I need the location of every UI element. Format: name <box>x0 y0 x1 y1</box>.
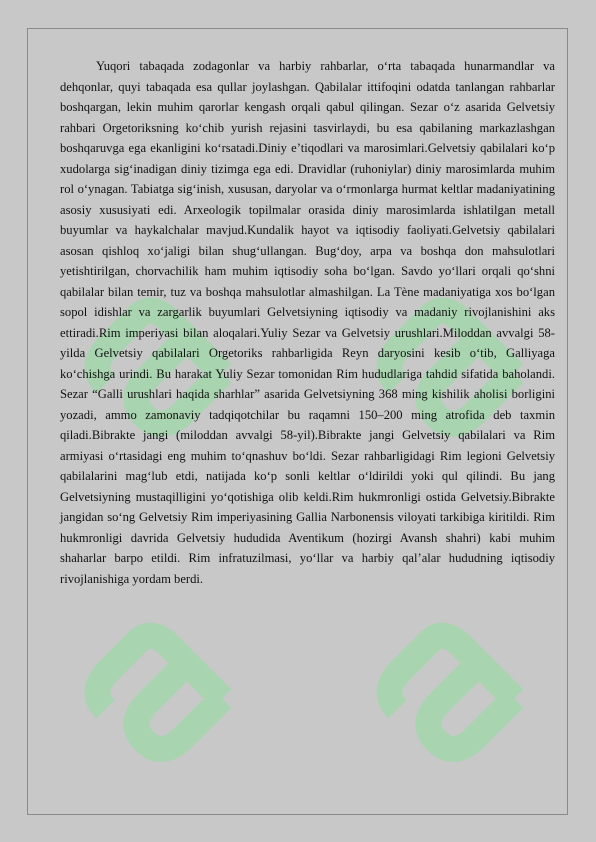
body-paragraph: Yuqori tabaqada zodagonlar va harbiy rahbarlar, o‘rta tabaqada hunarmandlar va dehqonlar, quyi tabaqada esa qullar joylashgan. Qabilalar ittifoqini odatda tanlangan rahbarlar boshqargan, lekin muhim qarorlar kengash orqali qabul qilingan. Sezar o‘z asarida Gelvetsiy rahbari Orgetoriksning ko‘chib yurish rejasini tasvirlaydi, bu esa qabilaning markazlashgan boshqaruvga ega ekanligini ko‘rsatadi.Diniy e’tiqodlari va marosimlari.Gelvetsiy qabilalari ko‘p xudolarga sig‘inadigan diniy tizimga ega edi. Dravidlar (ruhoniylar) diniy marosimlarda muhim rol o‘ynagan. Tabiatga sig‘inish, xususan, daryolar va o‘rmonlarga hurmat keltlar madaniyatining asosiy xususiyati edi. Arxeologik topilmalar orasida diniy marosimlarda ishlatilgan metall buyumlar va haykalchalar mavjud.Kundalik hayot va iqtisodiy faoliyati.Gelvetsiy qabilalari asosan qishloq xo‘jaligi bilan shug‘ullangan. Bug‘doy, arpa va boshqa don mahsulotlari yetishtirilgan, chorvachilik ham muhim iqtisodiy soha bo‘lgan. Savdo yo‘llari orqali qo‘shni qabilalar bilan temir, tuz va boshqa mahsulotlar almashilgan. La Tène madaniyatiga xos bo‘lgan sopol idishlar va zargarlik buyumlari Gelvetsiyning iqtisodiy va madaniy rivojlanishini aks ettiradi.Rim imperiyasi bilan aloqalari.Yuliy Sezar va Gelvetsiy urushlari.Miloddan avvalgi 58-yilda Gelvetsiy qabilalari Orgetoriks rahbarligida Reyn daryosini kesib o‘tib, Galliyaga ko‘chishga urindi. Bu harakat Yuliy Sezar tomonidan Rim hududlariga tahdid sifatida baholandi. Sezar “Galli urushlari haqida sharhlar” asarida Gelvetsiyning 368 ming kishilik aholisi borligini yozadi, ammo zamonaviy tadqiqotchilar bu raqamni 150–200 ming atrofida deb taxmin qiladi.Bibrakte jangi (miloddan avvalgi 58-yil).Bibrakte jangi Gelvetsiy qabilalari va Rim armiyasi o‘rtasidagi eng muhim to‘qnashuv bo‘ldi. Sezar rahbarligidagi Rim legioni Gelvetsiy qabilalarini mag‘lub etdi, natijada ko‘p sonli keltlar o‘ldirildi yoki qul qilindi. Bu jang Gelvetsiyning mustaqilligini yo‘qotishiga olib keldi.Rim hukmronligi ostida Gelvetsiy.Bibrakte jangidan so‘ng Gelvetsiy Rim imperiyasining Gallia Narbonensis viloyati tarkibiga kiritildi. Rim hukmronligi davrida Gelvetsiy hududida Aventikum (hozirgi Avansh shahri) kabi muhim shaharlar barpo etildi. Rim infratuzilmasi, yo‘llar va harbiy qal’alar hududning iqtisodiy rivojlanishiga yordam berdi. <box>60 59 555 586</box>
